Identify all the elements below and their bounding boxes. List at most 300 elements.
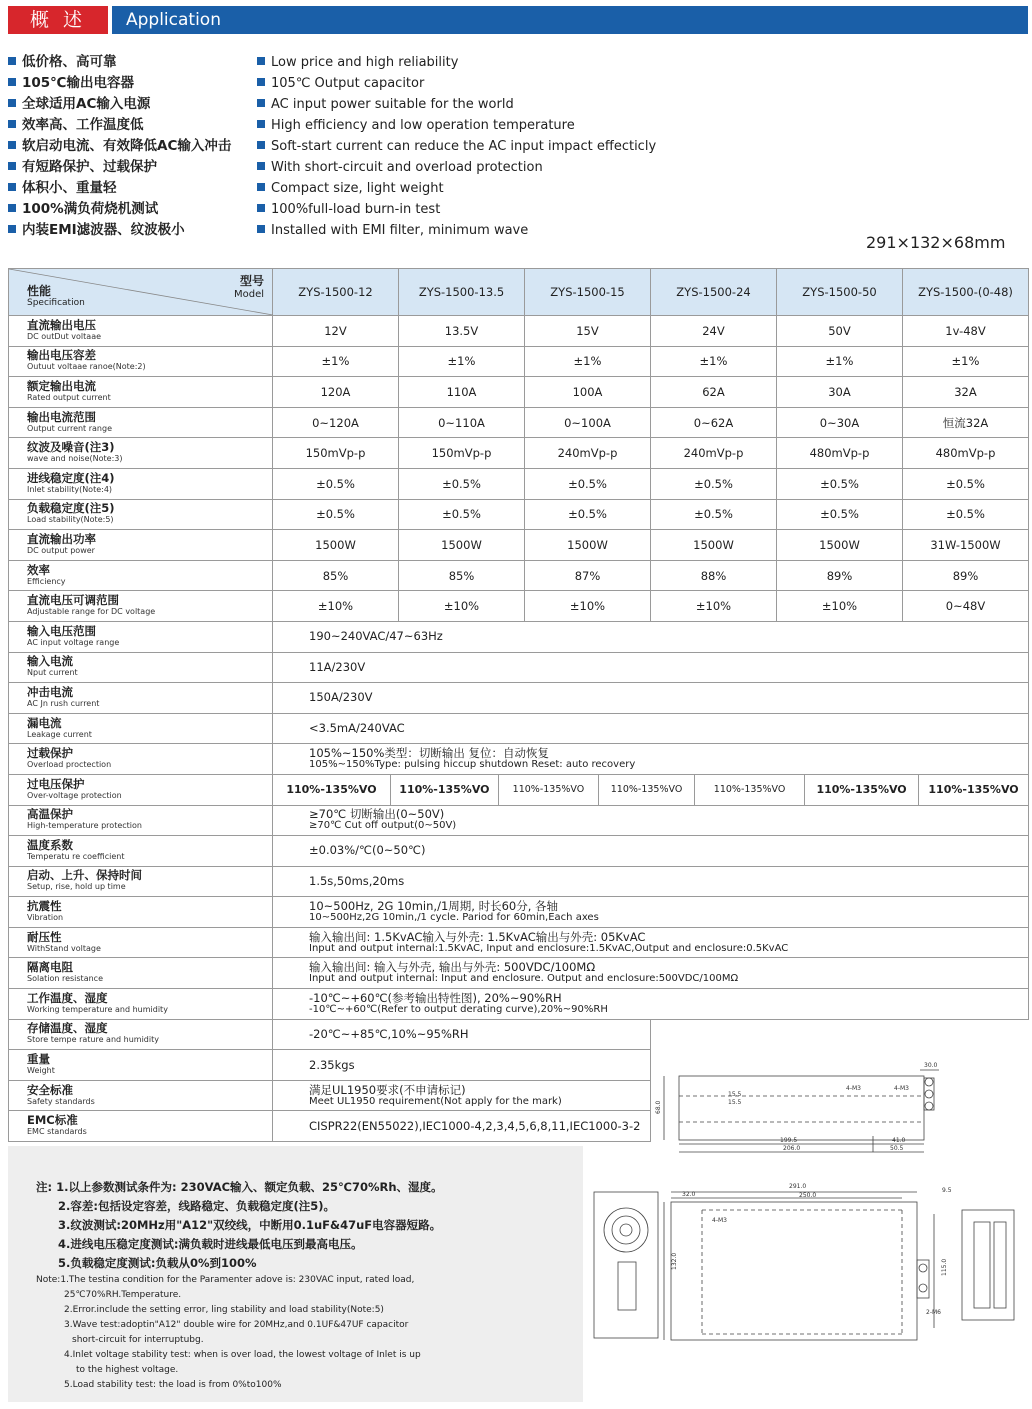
spec-label bbox=[9, 346, 273, 377]
spec-label bbox=[9, 1111, 273, 1142]
spec-label-cn: 温度系数 bbox=[27, 837, 73, 852]
dim-label: 250.0 bbox=[799, 1192, 817, 1199]
ovp-cell: 110%-135%VO bbox=[499, 775, 599, 805]
spec-label-en: wave and noise(Note:3) bbox=[27, 454, 123, 464]
bullet-icon bbox=[8, 162, 16, 170]
table-cell: 30A bbox=[777, 377, 903, 408]
table-cell: ±0.5% bbox=[777, 499, 903, 530]
model-header-en: Model bbox=[233, 289, 264, 300]
table-cell: ±0.5% bbox=[525, 468, 651, 499]
table-cell-wide bbox=[273, 958, 1029, 989]
spec-label bbox=[9, 866, 273, 897]
table-cell-wide bbox=[273, 652, 1029, 683]
cell-line-1: -20℃~+85℃,10%~95%RH bbox=[309, 1026, 469, 1041]
bullet-icon bbox=[8, 225, 16, 233]
spec-label-cn: 冲击电流 bbox=[27, 684, 73, 699]
spec-label-en: EMC standards bbox=[27, 1127, 87, 1137]
model-header: ZYS-1500-50 bbox=[777, 269, 903, 316]
table-cell: 1500W bbox=[525, 530, 651, 561]
bullet-icon bbox=[257, 57, 265, 65]
ovp-cell: 110%-135%VO bbox=[391, 775, 499, 805]
table-cell: ±1% bbox=[399, 346, 525, 377]
table-cell: 0~110A bbox=[399, 407, 525, 438]
control-panel bbox=[618, 1262, 636, 1310]
spec-header-cn: 性能 bbox=[27, 284, 52, 298]
table-cell: ±1% bbox=[777, 346, 903, 377]
spec-label bbox=[9, 836, 273, 867]
dim-label: 206.0 bbox=[783, 1145, 801, 1152]
dim-label: 68.0 bbox=[655, 1100, 662, 1114]
cell-line-1: 11A/230V bbox=[309, 659, 366, 674]
bullet-icon bbox=[8, 78, 16, 86]
table-cell: 150mVp-p bbox=[273, 438, 399, 469]
cell-line-1: 2.35kgs bbox=[309, 1057, 355, 1072]
spec-label-en: Efficiency bbox=[27, 576, 66, 586]
spec-label-cn: 过载保护 bbox=[27, 746, 73, 761]
table-row bbox=[9, 958, 1029, 989]
cell-line-1: ±0.03%/℃(0~50℃) bbox=[309, 843, 426, 858]
spec-label bbox=[9, 316, 273, 347]
table-cell: ±0.5% bbox=[399, 468, 525, 499]
feature-item: 100%满负荷烧机测试 bbox=[8, 199, 231, 220]
spec-label-cn: 输出电压容差 bbox=[27, 348, 96, 363]
feature-item: High efficiency and low operation temperature bbox=[257, 115, 656, 136]
spec-label-cn: 漏电流 bbox=[27, 715, 62, 730]
table-cell: ±10% bbox=[399, 591, 525, 622]
table-row bbox=[9, 591, 1029, 622]
spec-label bbox=[9, 897, 273, 928]
section-header bbox=[8, 6, 1028, 34]
table-cell: ±0.5% bbox=[903, 468, 1029, 499]
spec-label-cn: EMC标准 bbox=[27, 1113, 78, 1128]
model-header: ZYS-1500-(0-48) bbox=[903, 269, 1029, 316]
ovp-cell: 110%-135%VO bbox=[273, 775, 391, 805]
table-cell: 89% bbox=[903, 560, 1029, 591]
table-row bbox=[9, 346, 1029, 377]
feature-item: With short-circuit and overload protection bbox=[257, 157, 656, 178]
ovp-cell: 110%-135%VO bbox=[599, 775, 695, 805]
table-row bbox=[9, 560, 1029, 591]
table-cell-wide bbox=[273, 713, 1029, 744]
spec-label bbox=[9, 1050, 273, 1081]
cell-line-1: 输入输出间: 1.5KvAC输入与外壳: 1.5KvAC输出与外壳: 05KvAC bbox=[309, 929, 646, 944]
table-cell: ±0.5% bbox=[651, 499, 777, 530]
dim-label: 132.0 bbox=[671, 1252, 678, 1270]
spec-label-en: Overload proctection bbox=[27, 760, 112, 770]
spec-label-en: Safety standards bbox=[27, 1096, 95, 1106]
spec-label-en: High-temperature protection bbox=[27, 821, 142, 831]
table-cell: 1500W bbox=[273, 530, 399, 561]
cell-line-1: 1.5s,50ms,20ms bbox=[309, 873, 405, 888]
spec-label-en: Leakage current bbox=[27, 729, 92, 739]
table-row bbox=[9, 805, 1029, 836]
spec-label bbox=[9, 560, 273, 591]
table-cell: 0~48V bbox=[903, 591, 1029, 622]
spec-label bbox=[9, 683, 273, 714]
table-cell: 62A bbox=[651, 377, 777, 408]
table-cell-wide bbox=[273, 897, 1029, 928]
bullet-icon bbox=[257, 204, 265, 212]
feature-item: AC input power suitable for the world bbox=[257, 94, 656, 115]
table-cell: 240mVp-p bbox=[651, 438, 777, 469]
bullet-icon bbox=[8, 204, 16, 212]
spec-label bbox=[9, 377, 273, 408]
table-row bbox=[9, 407, 1029, 438]
spec-label bbox=[9, 713, 273, 744]
table-cell: 89% bbox=[777, 560, 903, 591]
table-row bbox=[9, 652, 1029, 683]
dim-label: 41.0 bbox=[892, 1137, 906, 1144]
spec-label bbox=[9, 407, 273, 438]
empty-cell bbox=[651, 1019, 1029, 1050]
fan-end-panel bbox=[594, 1192, 658, 1338]
dim-label: 9.5 bbox=[942, 1187, 952, 1194]
table-cell: 1v-48V bbox=[903, 316, 1029, 347]
spec-label-en: Adjustable range for DC voltage bbox=[27, 607, 156, 617]
ovp-row bbox=[273, 775, 1028, 805]
spec-label-cn: 直流电压可调范围 bbox=[27, 593, 119, 608]
table-row bbox=[9, 621, 1029, 652]
note-line-cn: 4.进线电压稳定度测试:满负载时进线最低电压到最高电压。 bbox=[58, 1237, 363, 1251]
dim-label: 50.5 bbox=[890, 1145, 904, 1152]
table-row bbox=[9, 530, 1029, 561]
table-cell: ±10% bbox=[525, 591, 651, 622]
dim-label: 30.0 bbox=[924, 1062, 938, 1069]
table-cell: 120A bbox=[273, 377, 399, 408]
table-cell: ±1% bbox=[273, 346, 399, 377]
spec-label-cn: 效率 bbox=[27, 562, 50, 577]
cell-line-2: 105%~150%Type: pulsing hiccup shutdown Reset: auto recovery bbox=[309, 759, 636, 771]
spec-label-cn: 工作温度、湿度 bbox=[27, 990, 108, 1005]
spec-label bbox=[9, 652, 273, 683]
feature-list-en bbox=[257, 52, 656, 241]
dim-label: 32.0 bbox=[682, 1191, 696, 1198]
cell-line-1: -10℃~+60℃(参考输出特性图), 20%~90%RH bbox=[309, 990, 562, 1005]
table-row bbox=[9, 989, 1029, 1020]
table-cell: 24V bbox=[651, 316, 777, 347]
dim-label: 115.0 bbox=[941, 1258, 948, 1276]
table-cell: 13.5V bbox=[399, 316, 525, 347]
header-corner bbox=[9, 269, 273, 316]
table-cell: ±0.5% bbox=[273, 468, 399, 499]
spec-label-cn: 耐压性 bbox=[27, 929, 62, 944]
dim-label: 2-M6 bbox=[926, 1309, 941, 1316]
feature-item: Compact size, light weight bbox=[257, 178, 656, 199]
table-cell: 0~120A bbox=[273, 407, 399, 438]
note-line-en: 5.Load stability test: the load is from 0%to100% bbox=[64, 1380, 282, 1390]
note-line-en: 2.Error.include the setting error, ling stability and load stability(Note:5) bbox=[64, 1305, 384, 1315]
table-cell: ±0.5% bbox=[777, 468, 903, 499]
model-header: ZYS-1500-12 bbox=[273, 269, 399, 316]
spec-label-en: DC output power bbox=[27, 545, 95, 555]
spec-label-en: Nput current bbox=[27, 668, 78, 678]
cell-line-1: 10~500Hz, 2G 10min,/1周期, 时长60分, 各轴 bbox=[309, 899, 559, 914]
table-cell-wide bbox=[273, 805, 1029, 836]
bullet-icon bbox=[257, 225, 265, 233]
bullet-icon bbox=[257, 141, 265, 149]
table-cell: ±1% bbox=[651, 346, 777, 377]
product-dimensions: 291×132×68mm bbox=[866, 233, 1006, 252]
table-cell: ±0.5% bbox=[399, 499, 525, 530]
spec-label-cn: 存储温度、湿度 bbox=[27, 1021, 108, 1036]
spec-label-cn: 重量 bbox=[27, 1052, 50, 1067]
spec-label bbox=[9, 1019, 273, 1050]
spec-label-en: Over-voltage protection bbox=[27, 790, 122, 800]
spec-label bbox=[9, 438, 273, 469]
table-cell: ±0.5% bbox=[903, 499, 1029, 530]
table-cell: 88% bbox=[651, 560, 777, 591]
spec-label-cn: 安全标准 bbox=[27, 1082, 73, 1097]
spec-label-cn: 进线稳定度(注4) bbox=[27, 470, 115, 485]
ovp-cell: 110%-135%VO bbox=[928, 782, 1019, 796]
bullet-icon bbox=[257, 183, 265, 191]
spec-label-cn: 启动、上升、保持时间 bbox=[27, 868, 142, 883]
table-cell: ±0.5% bbox=[525, 499, 651, 530]
table-cell: 1500W bbox=[651, 530, 777, 561]
spec-label-cn: 过电压保护 bbox=[27, 776, 85, 791]
table-cell: 87% bbox=[525, 560, 651, 591]
feature-item: 低价格、高可靠 bbox=[8, 52, 231, 73]
table-cell: ±0.5% bbox=[651, 468, 777, 499]
bullet-icon bbox=[257, 120, 265, 128]
spec-header-en: Specification bbox=[27, 298, 85, 308]
note-line-en: 4.Inlet voltage stability test: when is over load, the lowest voltage of Inlet is up bbox=[64, 1350, 421, 1360]
cell-line-1: 190~240VAC/47~63Hz bbox=[309, 629, 443, 644]
feature-item: 内装EMI滤波器、纹波极小 bbox=[8, 220, 231, 241]
cell-line-2: Input and output internal:1.5KvAC, Input and enclosure:1.5KvAC,Output and enclosure:0.5KvAC bbox=[309, 942, 789, 954]
table-row bbox=[9, 774, 1029, 805]
table-cell: 110A bbox=[399, 377, 525, 408]
table-cell-wide bbox=[273, 836, 1029, 867]
spec-label bbox=[9, 530, 273, 561]
spec-label-cn: 额定输出电流 bbox=[27, 378, 96, 393]
note-line-cn: 3.纹波测试:20MHz用"A12"双绞线，中断用0.1uF&47uF电容器短路。 bbox=[58, 1218, 442, 1232]
spec-label-cn: 输出电流范围 bbox=[27, 409, 96, 424]
spec-label-en: Weight bbox=[27, 1066, 55, 1076]
table-cell-wide bbox=[273, 683, 1029, 714]
spec-label-en: Working temperature and humidity bbox=[27, 1004, 168, 1014]
table-cell: 31W-1500W bbox=[903, 530, 1029, 561]
terminal-block bbox=[924, 1078, 934, 1110]
feature-item: 有短路保护、过载保护 bbox=[8, 157, 231, 178]
spec-label-en: AC Jn rush current bbox=[27, 698, 100, 708]
model-header-cn: 型号 bbox=[239, 274, 264, 288]
spec-label-cn: 纹波及噪音(注3) bbox=[27, 440, 115, 455]
spec-label-en: Load stability(Note:5) bbox=[27, 515, 114, 525]
spec-label-cn: 直流输出功率 bbox=[27, 531, 96, 546]
section-title-en: Application bbox=[126, 10, 221, 30]
note-line-en: to the highest voltage. bbox=[76, 1365, 179, 1375]
spec-label bbox=[9, 499, 273, 530]
dim-label: 15.5 bbox=[728, 1099, 742, 1106]
note-line-cn: 2.容差:包括设定容差，线路稳定、负载稳定度(注5)。 bbox=[58, 1199, 335, 1213]
table-cell: 0~30A bbox=[777, 407, 903, 438]
table-cell: 240mVp-p bbox=[525, 438, 651, 469]
ovp-values bbox=[273, 774, 1029, 805]
bullet-icon bbox=[8, 99, 16, 107]
table-row bbox=[9, 468, 1029, 499]
feature-item: 效率高、工作温度低 bbox=[8, 115, 231, 136]
notes bbox=[36, 1178, 443, 1393]
table-row bbox=[9, 438, 1029, 469]
cell-line-1: 满足UL1950要求(不申请标记) bbox=[309, 1082, 466, 1097]
bullet-icon bbox=[8, 141, 16, 149]
dim-label: 4-M3 bbox=[894, 1085, 909, 1092]
front-view-labels bbox=[671, 1183, 952, 1316]
note-line-en: Note:1.The testina condition for the Paramenter adove is: 230VAC input, rated load, bbox=[36, 1275, 415, 1285]
spec-label bbox=[9, 927, 273, 958]
cell-line-2: 10~500Hz,2G 10min,/1 cycle. Pariod for 60min,Each axes bbox=[309, 912, 599, 924]
table-cell: 480mVp-p bbox=[903, 438, 1029, 469]
model-header: ZYS-1500-15 bbox=[525, 269, 651, 316]
table-cell: ±1% bbox=[903, 346, 1029, 377]
table-row bbox=[9, 744, 1029, 775]
table-row bbox=[9, 866, 1029, 897]
spec-label-en: Outuut voltaae ranoe(Note:2) bbox=[27, 362, 146, 372]
table-row bbox=[9, 836, 1029, 867]
cell-line-2: ≥70℃ Cut off output(0~50V) bbox=[309, 820, 457, 832]
table-cell: 32A bbox=[903, 377, 1029, 408]
table-cell-wide bbox=[273, 927, 1029, 958]
spec-label bbox=[9, 989, 273, 1020]
cell-line-1: CISPR22(EN55022),IEC1000-4,2,3,4,5,6,8,11,IEC1000-3-2 bbox=[309, 1118, 641, 1133]
table-cell: ±1% bbox=[525, 346, 651, 377]
table-cell: 50V bbox=[777, 316, 903, 347]
bullet-icon bbox=[257, 99, 265, 107]
dim-label: 4-M3 bbox=[846, 1085, 861, 1092]
cell-line-2: Input and output internal: Input and enclosure. Output and enclosure:500VDC/100MΩ bbox=[309, 973, 739, 985]
table-cell-wide bbox=[273, 989, 1029, 1020]
spec-label-en: WithStand voltage bbox=[27, 943, 101, 953]
model-header: ZYS-1500-13.5 bbox=[399, 269, 525, 316]
table-cell-wide bbox=[273, 1019, 651, 1050]
cell-line-1: 105%~150%类型：切断输出 复位：自动恢复 bbox=[309, 746, 550, 761]
spec-label-cn: 输入电压范围 bbox=[27, 623, 96, 638]
spec-label-cn: 抗震性 bbox=[27, 899, 62, 914]
table-row bbox=[9, 713, 1029, 744]
table-cell: 480mVp-p bbox=[777, 438, 903, 469]
table-cell: 85% bbox=[399, 560, 525, 591]
spec-label-en: Temperatu re coefficient bbox=[27, 851, 125, 861]
table-cell: 0~100A bbox=[525, 407, 651, 438]
table-row bbox=[9, 683, 1029, 714]
table-row bbox=[9, 927, 1029, 958]
table-cell: ±10% bbox=[777, 591, 903, 622]
side-view-outline bbox=[679, 1076, 924, 1140]
bullet-icon bbox=[257, 78, 265, 86]
table-cell-wide bbox=[273, 866, 1029, 897]
front-view-drawing bbox=[594, 1192, 1014, 1340]
spec-label bbox=[9, 958, 273, 989]
spec-label-cn: 输入电流 bbox=[27, 654, 73, 669]
mechanical-drawings bbox=[584, 1052, 1028, 1406]
table-cell-wide bbox=[273, 744, 1029, 775]
spec-label-cn: 直流输出电压 bbox=[27, 317, 96, 332]
feature-item: Soft-start current can reduce the AC input impact effecticly bbox=[257, 136, 656, 157]
cell-line-1: ≥70℃ 切断输出(0~50V) bbox=[309, 807, 445, 822]
feature-item: 全球适用AC输入电源 bbox=[8, 94, 231, 115]
bullet-icon bbox=[257, 162, 265, 170]
spec-label-en: Solation resistance bbox=[27, 974, 103, 984]
spec-label-en: Output current range bbox=[27, 423, 112, 433]
cell-line-1: <3.5mA/240VAC bbox=[309, 721, 405, 736]
table-cell: ±0.5% bbox=[273, 499, 399, 530]
table-cell: 1500W bbox=[777, 530, 903, 561]
note-line-en: 3.Wave test:adoptin"A12" double wire for 20MHz,and 0.1UF&47UF capacitor bbox=[64, 1320, 409, 1330]
bullet-icon bbox=[8, 183, 16, 191]
spec-label bbox=[9, 774, 273, 805]
cell-line-2: -10℃~+60℃(Refer to output derating curve),20%~90%RH bbox=[309, 1003, 608, 1015]
spec-label-cn: 高温保护 bbox=[27, 807, 73, 822]
dim-label: 199.5 bbox=[780, 1137, 798, 1144]
feature-item: Installed with EMI filter, minimum wave bbox=[257, 220, 656, 241]
note-line-en: 25℃70%RH.Temperature. bbox=[64, 1290, 182, 1300]
table-row bbox=[9, 1019, 1029, 1050]
dim-label: 291.0 bbox=[789, 1183, 807, 1190]
feature-list-cn bbox=[8, 52, 231, 241]
feature-item: Low price and high reliability bbox=[257, 52, 656, 73]
section-title-cn: 概 述 bbox=[8, 6, 108, 34]
cell-line-2: Meet UL1950 requirement(Not apply for the mark) bbox=[309, 1095, 562, 1107]
table-header-row bbox=[9, 269, 1029, 316]
table-cell: 15V bbox=[525, 316, 651, 347]
table-row bbox=[9, 499, 1029, 530]
spec-label bbox=[9, 468, 273, 499]
table-row bbox=[9, 897, 1029, 928]
table-row bbox=[9, 377, 1029, 408]
ovp-cell: 110%-135%VO bbox=[805, 775, 919, 805]
spec-label-en: AC input voltage range bbox=[27, 637, 120, 647]
spec-label bbox=[9, 1080, 273, 1111]
spec-label-en: Inlet stability(Note:4) bbox=[27, 484, 113, 494]
spec-label-en: Setup, rise, hold up time bbox=[27, 882, 126, 892]
table-cell: 1500W bbox=[399, 530, 525, 561]
feature-item: 105℃输出电容器 bbox=[8, 73, 231, 94]
spec-label-cn: 负载稳定度(注5) bbox=[27, 501, 115, 516]
dim-label: 15.5 bbox=[728, 1091, 742, 1098]
spec-label-cn: 隔离电阻 bbox=[27, 960, 73, 975]
table-cell: 0~62A bbox=[651, 407, 777, 438]
cell-line-1: 150A/230V bbox=[309, 690, 373, 705]
note-line-cn: 5.负载稳定度测试:负载从0%到100% bbox=[58, 1256, 257, 1270]
feature-item: 100%full-load burn-in test bbox=[257, 199, 656, 220]
table-cell: 恒流32A bbox=[903, 407, 1029, 438]
table-cell: 150mVp-p bbox=[399, 438, 525, 469]
model-header: ZYS-1500-24 bbox=[651, 269, 777, 316]
table-row bbox=[9, 316, 1029, 347]
top-view-outline bbox=[671, 1202, 917, 1340]
cell-line-1: 输入输出间: 输入与外壳, 输出与外壳: 500VDC/100MΩ bbox=[309, 960, 596, 975]
table-cell: ±10% bbox=[651, 591, 777, 622]
feature-item: 软启动电流、有效降低AC输入冲击 bbox=[8, 136, 231, 157]
dim-label: 4-M3 bbox=[712, 1217, 727, 1224]
spec-label bbox=[9, 621, 273, 652]
bullet-icon bbox=[8, 57, 16, 65]
spec-table bbox=[8, 268, 1029, 1142]
fan-grille bbox=[604, 1208, 648, 1252]
header-divider bbox=[108, 6, 112, 34]
ovp-cell: 110%-135%VO bbox=[695, 775, 805, 805]
bullet-icon bbox=[8, 120, 16, 128]
side-view-labels bbox=[655, 1062, 938, 1152]
spec-label-en: Store tempe rature and humidity bbox=[27, 1035, 159, 1045]
feature-item: 体积小、重量轻 bbox=[8, 178, 231, 199]
table-cell: 85% bbox=[273, 560, 399, 591]
spec-label bbox=[9, 805, 273, 836]
note-line-en: short-circuit for interruptubg. bbox=[72, 1335, 204, 1345]
spec-label-en: Vibration bbox=[27, 913, 64, 923]
table-cell: 12V bbox=[273, 316, 399, 347]
